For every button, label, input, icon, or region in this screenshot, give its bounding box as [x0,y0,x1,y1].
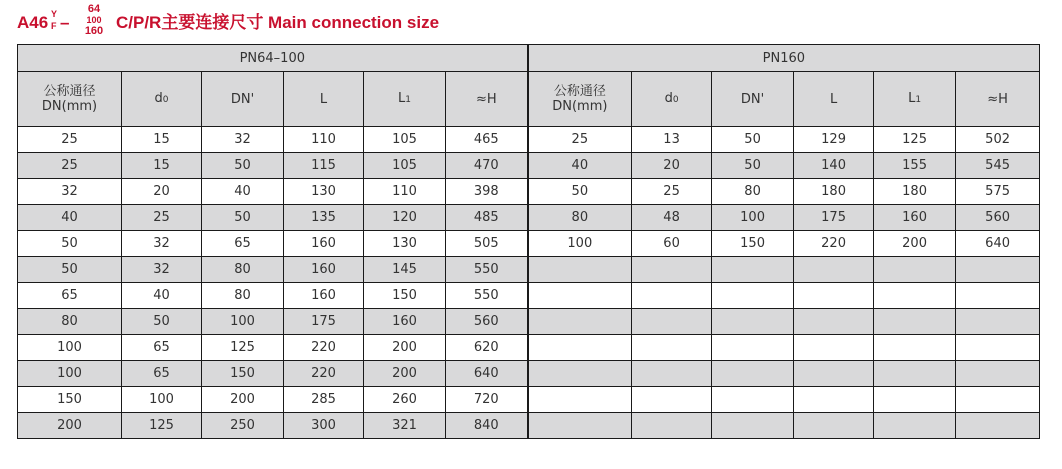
page-title [17,2,717,42]
table-row [18,127,1040,153]
pn64-100-cell-l1: 200 [364,361,446,387]
pn64-100-cell-dn: 65 [18,283,122,309]
pn64-100-cell-dn-prime: 80 [202,257,284,283]
pn160-cell-l1 [874,309,956,335]
pn64-100-cell-dn-prime: 40 [202,179,284,205]
pn160-cell-l1: 155 [874,153,956,179]
group-pn160: PN160 [528,45,1040,72]
column-header-subscript: 0 [672,94,679,105]
pn64-100-cell-dn-prime: 150 [202,361,284,387]
pn160-cell-l [794,257,874,283]
pn64-100-cell-l: 160 [284,257,364,283]
pn64-100-cell-d0: 40 [122,283,202,309]
column-header-dn [18,72,122,127]
pn160-cell-h [956,335,1040,361]
table-row [18,309,1040,335]
column-header-d0 [632,72,712,127]
pn160-cell-dn-prime: 50 [712,127,794,153]
pn160-cell-h: 640 [956,231,1040,257]
pn160-cell-dn-prime [712,257,794,283]
table-row [18,413,1040,439]
pn64-100-cell-h: 550 [446,257,528,283]
pn160-cell-dn [528,387,632,413]
pn64-100-cell-h: 505 [446,231,528,257]
pn160-cell-h: 502 [956,127,1040,153]
pn64-100-cell-d0: 32 [122,231,202,257]
pn64-100-cell-dn-prime: 80 [202,283,284,309]
column-header-d0 [122,72,202,127]
pn160-cell-l [794,283,874,309]
table-body [18,127,1040,439]
pn160-cell-l1: 125 [874,127,956,153]
pn160-cell-dn: 80 [528,205,632,231]
pn64-100-cell-l: 220 [284,335,364,361]
pn64-100-cell-h: 465 [446,127,528,153]
pn160-cell-dn [528,309,632,335]
column-header-label: DN' [740,91,765,107]
pn160-cell-l1: 160 [874,205,956,231]
table-row [18,257,1040,283]
pn64-100-cell-l: 130 [284,179,364,205]
pn64-100-cell-dn-prime: 250 [202,413,284,439]
group-header-row [18,45,1040,72]
connection-size-table [17,44,1040,439]
pn160-cell-h: 575 [956,179,1040,205]
pn160-cell-l [794,309,874,335]
pn160-cell-dn-prime [712,387,794,413]
title-frac-mid: 100 [86,15,102,25]
table-row [18,179,1040,205]
pn64-100-cell-h: 398 [446,179,528,205]
pn64-100-cell-d0: 65 [122,335,202,361]
pn64-100-cell-d0: 50 [122,309,202,335]
column-header-l1 [364,72,446,127]
pn160-cell-h [956,257,1040,283]
pn64-100-cell-h: 840 [446,413,528,439]
pn64-100-cell-l: 160 [284,231,364,257]
pn160-cell-h: 545 [956,153,1040,179]
pn64-100-cell-dn: 25 [18,127,122,153]
pn160-cell-d0: 48 [632,205,712,231]
column-header-label: DN' [230,91,255,107]
pn160-cell-h [956,387,1040,413]
pn64-100-cell-h: 620 [446,335,528,361]
column-header-dn-prime [202,72,284,127]
pn64-100-cell-d0: 125 [122,413,202,439]
column-header-label: 公称通径 [43,84,96,99]
pn160-cell-l: 175 [794,205,874,231]
column-header-label: ≈H [475,91,497,107]
pn160-cell-l1 [874,361,956,387]
column-header-label: L [398,90,406,106]
table-row [18,387,1040,413]
pn64-100-cell-l1: 160 [364,309,446,335]
pn160-cell-h: 560 [956,205,1040,231]
pn64-100-cell-dn: 32 [18,179,122,205]
pn64-100-cell-h: 470 [446,153,528,179]
column-header-unit: DN(mm) [41,99,98,114]
pn64-100-cell-d0: 25 [122,205,202,231]
pn160-cell-l1 [874,387,956,413]
title-suffix: C/P/R主要连接尺寸 Main connection size [116,13,440,32]
pn64-100-cell-dn: 200 [18,413,122,439]
pn64-100-cell-dn-prime: 50 [202,205,284,231]
pn64-100-cell-dn-prime: 32 [202,127,284,153]
pn64-100-cell-l1: 105 [364,127,446,153]
column-header-h [956,72,1040,127]
pn160-cell-d0: 25 [632,179,712,205]
pn160-cell-dn [528,361,632,387]
pn160-cell-d0 [632,387,712,413]
column-header-dn-prime [712,72,794,127]
pn160-cell-d0 [632,257,712,283]
pn64-100-cell-l: 160 [284,283,364,309]
pn64-100-cell-dn: 100 [18,335,122,361]
pn64-100-cell-dn: 100 [18,361,122,387]
column-header-l [794,72,874,127]
pn64-100-cell-h: 485 [446,205,528,231]
pn160-cell-l1: 200 [874,231,956,257]
pn160-cell-d0 [632,283,712,309]
pn160-cell-l [794,413,874,439]
column-header-dn [528,72,632,127]
pn64-100-cell-dn: 150 [18,387,122,413]
pn64-100-cell-l: 220 [284,361,364,387]
pn160-cell-dn: 50 [528,179,632,205]
column-header-unit: DN(mm) [552,99,608,114]
pn160-cell-dn-prime [712,413,794,439]
title-pressure-fraction [74,4,114,37]
pn64-100-cell-dn-prime: 50 [202,153,284,179]
pn160-cell-l1 [874,413,956,439]
column-header-label: d [664,90,673,106]
pn160-cell-d0 [632,361,712,387]
column-header-subscript: 1 [915,94,922,105]
pn160-cell-dn: 40 [528,153,632,179]
pn160-cell-l: 180 [794,179,874,205]
column-header-h [446,72,528,127]
pn160-cell-l: 140 [794,153,874,179]
pn160-cell-dn [528,335,632,361]
pn64-100-cell-h: 720 [446,387,528,413]
title-frac-top: 64 [87,3,101,15]
pn160-cell-dn [528,413,632,439]
pn64-100-cell-d0: 20 [122,179,202,205]
pn160-cell-l1: 180 [874,179,956,205]
table-row [18,335,1040,361]
pn160-cell-d0: 60 [632,231,712,257]
column-header-label: 公称通径 [553,84,606,99]
pn160-cell-h [956,413,1040,439]
pn160-cell-l1 [874,335,956,361]
column-header-label: ≈H [987,91,1008,107]
pn160-cell-h [956,283,1040,309]
pn160-cell-dn: 100 [528,231,632,257]
pn64-100-cell-h: 550 [446,283,528,309]
table-row [18,361,1040,387]
pn64-100-cell-l1: 120 [364,205,446,231]
title-frac-bottom: 160 [84,25,104,37]
column-header-label: L [319,91,328,107]
title-dash: – [60,13,70,32]
pn64-100-cell-dn-prime: 65 [202,231,284,257]
pn64-100-cell-l1: 200 [364,335,446,361]
column-header-row [18,72,1040,127]
pn64-100-cell-l1: 260 [364,387,446,413]
pn160-cell-d0 [632,413,712,439]
column-header-subscript: 0 [162,94,169,105]
pn64-100-cell-l1: 105 [364,153,446,179]
pn64-100-cell-dn: 40 [18,205,122,231]
table-row [18,153,1040,179]
pn160-cell-d0 [632,309,712,335]
pn160-cell-dn: 25 [528,127,632,153]
pn160-cell-dn-prime: 100 [712,205,794,231]
pn160-cell-dn [528,257,632,283]
pn160-cell-l [794,335,874,361]
pn160-cell-dn-prime: 50 [712,153,794,179]
pn160-cell-h [956,309,1040,335]
pn64-100-cell-l: 115 [284,153,364,179]
pn64-100-cell-l1: 110 [364,179,446,205]
pn160-cell-d0: 20 [632,153,712,179]
table-row [18,205,1040,231]
pn160-cell-l1 [874,257,956,283]
pn160-cell-dn-prime [712,361,794,387]
group-pn64-100: PN64–100 [18,45,528,72]
pn160-cell-l [794,387,874,413]
pn160-cell-dn [528,283,632,309]
column-header-label: d [154,90,163,106]
title-subscript: F [51,21,57,31]
table-row [18,231,1040,257]
column-header-label: L [908,90,916,106]
pn160-cell-l: 129 [794,127,874,153]
pn64-100-cell-l1: 150 [364,283,446,309]
pn64-100-cell-dn-prime: 100 [202,309,284,335]
pn160-cell-dn-prime: 150 [712,231,794,257]
pn160-cell-h [956,361,1040,387]
title-model-prefix: A46 [17,13,49,32]
pn64-100-cell-dn: 25 [18,153,122,179]
pn64-100-cell-dn: 80 [18,309,122,335]
pn64-100-cell-l: 110 [284,127,364,153]
pn64-100-cell-l: 285 [284,387,364,413]
pn160-cell-dn-prime [712,309,794,335]
pn64-100-cell-d0: 32 [122,257,202,283]
pn160-cell-dn-prime: 80 [712,179,794,205]
pn160-cell-l1 [874,283,956,309]
pn160-cell-dn-prime [712,283,794,309]
pn64-100-cell-d0: 100 [122,387,202,413]
pn64-100-cell-h: 640 [446,361,528,387]
pn64-100-cell-l1: 145 [364,257,446,283]
pn64-100-cell-d0: 65 [122,361,202,387]
column-header-label: L [829,91,838,107]
pn160-cell-l: 220 [794,231,874,257]
table-row [18,283,1040,309]
pn64-100-cell-l: 300 [284,413,364,439]
pn64-100-cell-l: 135 [284,205,364,231]
pn160-cell-dn-prime [712,335,794,361]
title-superscript: Y [51,9,58,19]
column-header-l1 [874,72,956,127]
pn64-100-cell-l1: 130 [364,231,446,257]
pn160-cell-d0: 13 [632,127,712,153]
pn64-100-cell-h: 560 [446,309,528,335]
column-header-l [284,72,364,127]
pn64-100-cell-dn: 50 [18,231,122,257]
pn64-100-cell-d0: 15 [122,153,202,179]
pn64-100-cell-dn-prime: 125 [202,335,284,361]
pn64-100-cell-dn-prime: 200 [202,387,284,413]
column-header-subscript: 1 [405,94,411,105]
pn64-100-cell-l1: 321 [364,413,446,439]
pn64-100-cell-dn: 50 [18,257,122,283]
pn160-cell-l [794,361,874,387]
pn64-100-cell-d0: 15 [122,127,202,153]
pn160-cell-d0 [632,335,712,361]
pn64-100-cell-l: 175 [284,309,364,335]
